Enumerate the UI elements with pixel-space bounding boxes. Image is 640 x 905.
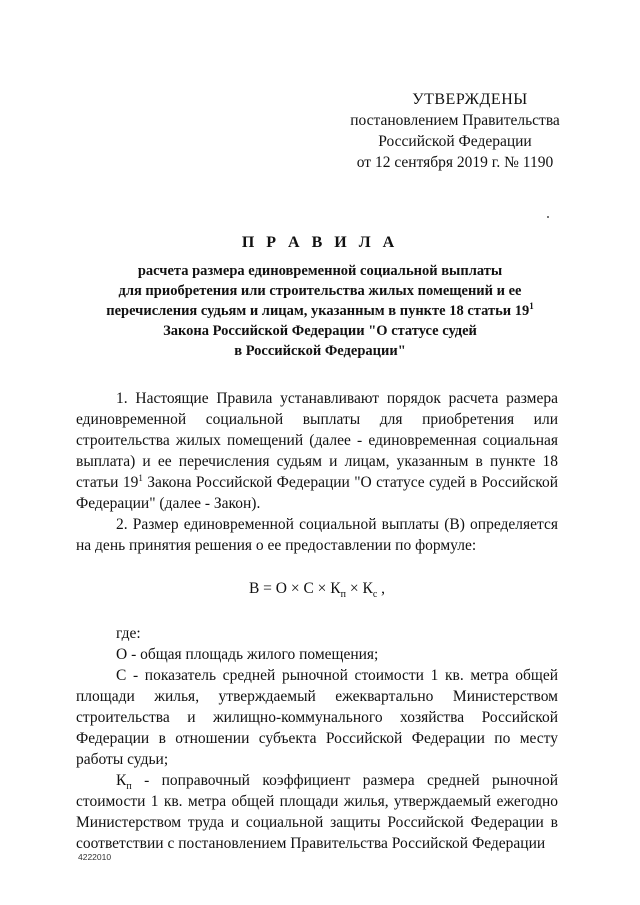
approval-line-3: от 12 сентября 2019 г. № 1190 [356,154,554,171]
paragraph-1 [76,388,558,514]
formula-main: В = О × С × К [248,580,341,597]
definition-kp-letter: К [116,772,127,789]
subtitle-line-3-text: перечисления судьям и лицам, указанным в пункте 18 статьи 19 [106,303,530,319]
document-title: П Р А В И Л А [241,234,399,251]
definition-kp-text: - поправочный коэффициент размера средней рыночной стоимости 1 кв. метра общей площади жилья, утверждаемый ежегодно Министерством труда и социальной защиты Российской Федерации в соответствии с постановлением Правительства Российской Федерации [76,772,558,852]
definition-kp-sub: п [126,781,132,793]
formula-sub-1: п [340,589,346,601]
definition-kp [76,770,558,854]
formula-sub-2: с [372,589,378,601]
subtitle-line-5: в Российской Федерации" [234,343,406,359]
approval-line-2: Российской Федерации [378,133,532,150]
paragraph-1-text-a: 1. Настоящие Правила устанавливают порядок расчета размера единовременной социальной выплаты для приобретения или строительства жилых помещений (далее - единовременная социальная выплата) и ее перечисления судьям и лицам, указанным в пункте 18 статьи 19 [76,390,558,491]
document-subtitle [70,261,570,361]
formula-end: , [377,580,386,597]
definition-o: О - общая площадь жилого помещения; [116,646,379,663]
subtitle-line-1: расчета размера единовременной социальной выплаты [137,263,503,279]
where-label: где: [116,625,141,642]
document-body [76,388,558,854]
definition-c: С - показатель средней рыночной стоимости 1 кв. метра общей площади жилья, утверждаемый ежеквартально Министерством строительства и жилищно-коммунального хозяйства Российской Федерации в отношении субъекта Российской Федерации по месту работы судьи; [76,667,558,768]
formula [76,578,558,599]
paragraph-1-superscript: 1 [138,472,143,483]
approval-line-1: постановлением Правительства [350,112,560,129]
approval-title: УТВЕРЖДЕНЫ [412,91,528,108]
subtitle-line-2: для приобретения или строительства жилых помещений и ее [118,283,522,299]
approval-block [330,89,580,173]
subtitle-line-3 [70,301,570,321]
formula-mid: × К [346,580,373,597]
paragraph-2: 2. Размер единовременной социальной выплаты (В) определяется на день принятия решения о ее предоставлении по формуле: [76,516,558,554]
subtitle-line-4: Закона Российской Федерации "О статусе судей [163,323,477,339]
scan-dot [547,216,549,218]
footer-code: 4222010 [78,852,112,862]
paragraph-1-text-b: Закона Российской Федерации "О статусе судей в Российской Федерации" (далее - Закон). [76,474,558,512]
subtitle-line-3-superscript: 1 [529,301,534,312]
